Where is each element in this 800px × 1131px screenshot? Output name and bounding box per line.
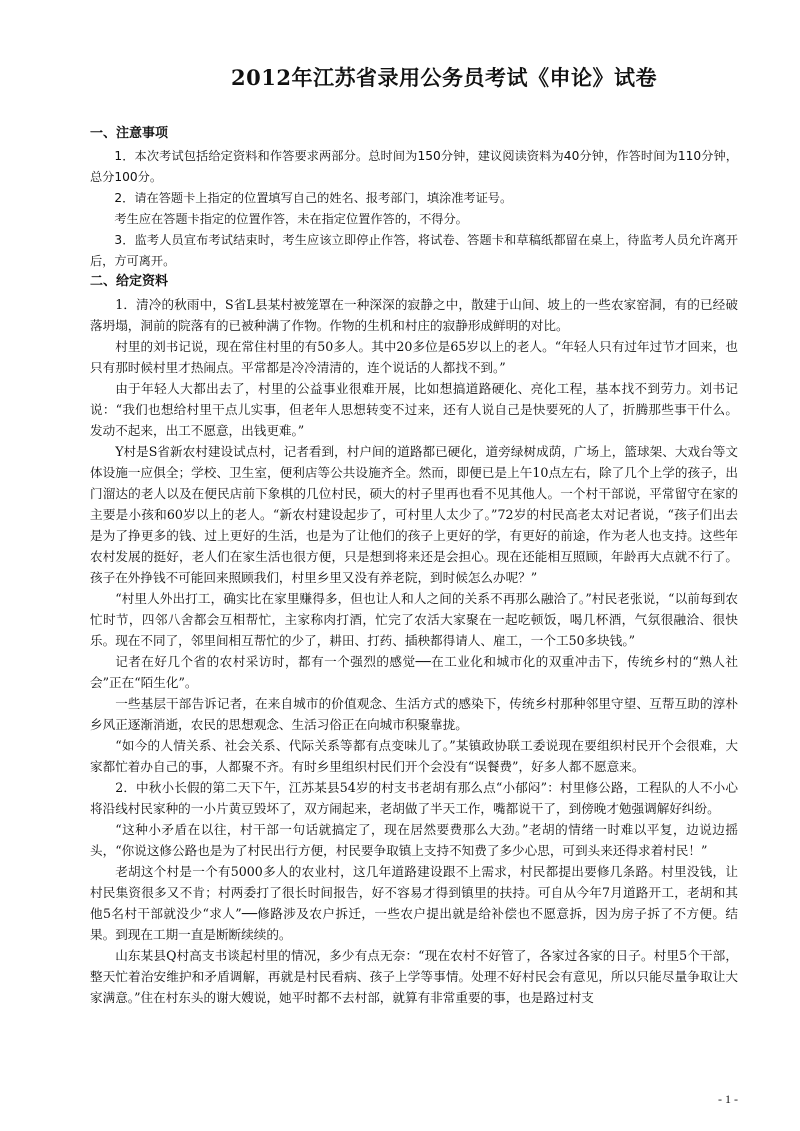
- section-heading-material: 二、给定资料: [90, 274, 169, 289]
- notice-item: 考生应在答题卡指定的位置作答，未在指定位置作答的，不得分。: [114, 212, 468, 226]
- material-paragraph: 1．清冷的秋雨中，S省L县某村被笼罩在一种深深的寂静之中，散建于山间、坡上的一些农家窑洞，有的已经破落坍塌，洞前的院落有的已被种满了作物。作物的生机和村庄的寂静形成鲜明的对比。: [90, 297, 738, 333]
- material-paragraph: “村里人外出打工，确实比在家里赚得多，但也让人和人之间的关系不再那么融洽了。”村民老张说，“以前每到农忙时节，四邻八舍都会互相帮忙，主家称肉打酒，忙完了农活大家聚在一起吃顿饭，喝几杯酒，气氛很融洽、很快乐。现在不同了，邻里间相互帮忙的少了，耕田、打药、插秧都得请人、雇工，一个工50多块钱。”: [90, 591, 738, 648]
- material-paragraph: 一些基层干部告诉记者，在来自城市的价值观念、生活方式的感染下，传统乡村那种邻里守望、互帮互助的淳朴乡风正逐渐消逝，农民的思想观念、生活习俗正在向城市积聚靠拢。: [90, 696, 738, 732]
- material-paragraph: 由于年轻人大都出去了，村里的公益事业很难开展，比如想搞道路硬化、亮化工程，基本找不到劳力。刘书记说：“我们也想给村里干点儿实事，但老年人思想转变不过来，还有人说自己是快要死的人了，折腾那些事干什么。发动不起来，出工不愿意，出钱更难。”: [90, 381, 738, 438]
- section-heading-notice: 一、注意事项: [90, 126, 169, 141]
- page-title: 2012年江苏省录用公务员考试《申论》试卷: [231, 65, 657, 90]
- material-paragraph: “如今的人情关系、社会关系、代际关系等都有点变味儿了。”某镇政协联工委说现在要组织村民开个会很难，大家都忙着办自己的事，人都聚不齐。有时乡里组织村民们开个会没有“误餐费”，好多人都不愿意来。: [90, 738, 738, 774]
- page-number: - 1 -: [718, 1092, 738, 1106]
- material-paragraph: 村里的刘书记说，现在常住村里的有50多人。其中20多位是65岁以上的老人。“年轻人只有过年过节才回来，也只有那时候村里才热闹点。平常都是冷冷清清的，连个说话的人都找不到。”: [90, 339, 738, 375]
- material-paragraph: 2．中秋小长假的第二天下午，江苏某县54岁的村支书老胡有那么点“小郁闷”：村里修公路，工程队的人不小心将沿线村民家种的一小片黄豆毁坏了，双方闹起来，老胡做了半天工作，嘴都说干了，到傍晚才勉强调解好纠纷。: [90, 780, 738, 816]
- material-paragraph: 老胡这个村是一个有5000多人的农业村，这几年道路建设跟不上需求，村民都提出要修几条路。村里没钱，让村民集资很多又不肯；村两委打了很长时间报告，好不容易才得到镇里的扶持。可自从今年7月道路开工，老胡和其他5名村干部就没少“求人”──修路涉及农户拆迁，一些农户提出就是给补偿也不愿意拆，因为房子拆了不方便。结果。到现在工期一直是断断续续的。: [90, 864, 738, 942]
- notice-item: 3．监考人员宣布考试结束时，考生应该立即停止作答，将试卷、答题卡和草稿纸都留在桌上，待监考人员允许离开后，方可离开。: [90, 233, 738, 268]
- notice-item: 2．请在答题卡上指定的位置填写自己的姓名、报考部门，填涂准考证号。: [114, 191, 513, 205]
- notice-item: 1．本次考试包括给定资料和作答要求两部分。总时间为150分钟，建议阅读资料为40分钟，作答时间为110分钟，总分100分。: [90, 149, 738, 184]
- material-paragraph: “这种小矛盾在以往，村干部一句话就搞定了，现在居然要费那么大劲。”老胡的情绪一时难以平复，边说边摇头，“你说这修公路也是为了村民出行方便，村民要争取镇上支持不知费了多少心思，可到头来还得求着村民！”: [90, 822, 738, 858]
- material-paragraph: Y村是S省新农村建设试点村，记者看到，村户间的道路都已硬化，道旁绿树成荫，广场上，篮球架、大戏台等文体设施一应俱全；学校、卫生室，便利店等公共设施齐全。然而，即便已是上午10点左右，除了几个上学的孩子，出门溜达的老人以及在便民店前下象棋的几位村民，硕大的村子里再也看不见其他人。一个村干部说，平常留守在家的主要是小孩和60岁以上的老人。“新农村建设起步了，可村里人太少了。”72岁的村民高老太对记者说，“孩子们出去是为了挣更多的钱、过上更好的生活，也是为了让他们的孩子上更好的学，有更好的前途，作为老人也支持。这些年农村发展的挺好，老人们在家生活也很方便，只是想到将来还是会担心。现在还能相互照顾，年龄再大点就不行了。孩子在外挣钱不可能回来照顾我们，村里乡里又没有养老院，到时候怎么办呢？”: [90, 444, 738, 585]
- material-paragraph: 山东某县Q村高支书谈起村里的情况，多少有点无奈：“现在农村不好管了，各家过各家的日子。村里5个干部，整天忙着治安维护和矛盾调解，再就是村民看病、孩子上学等事情。处理不好村民会有意见，所以只能尽量争取让大家满意。”住在村东头的谢大嫂说，她平时都不去村部，就算有非常重要的事，也是路过村支: [90, 948, 738, 1005]
- material-paragraph: 记者在好几个省的农村采访时，都有一个强烈的感觉──在工业化和城市化的双重冲击下，传统乡村的“熟人社会”正在“陌生化”。: [90, 654, 738, 690]
